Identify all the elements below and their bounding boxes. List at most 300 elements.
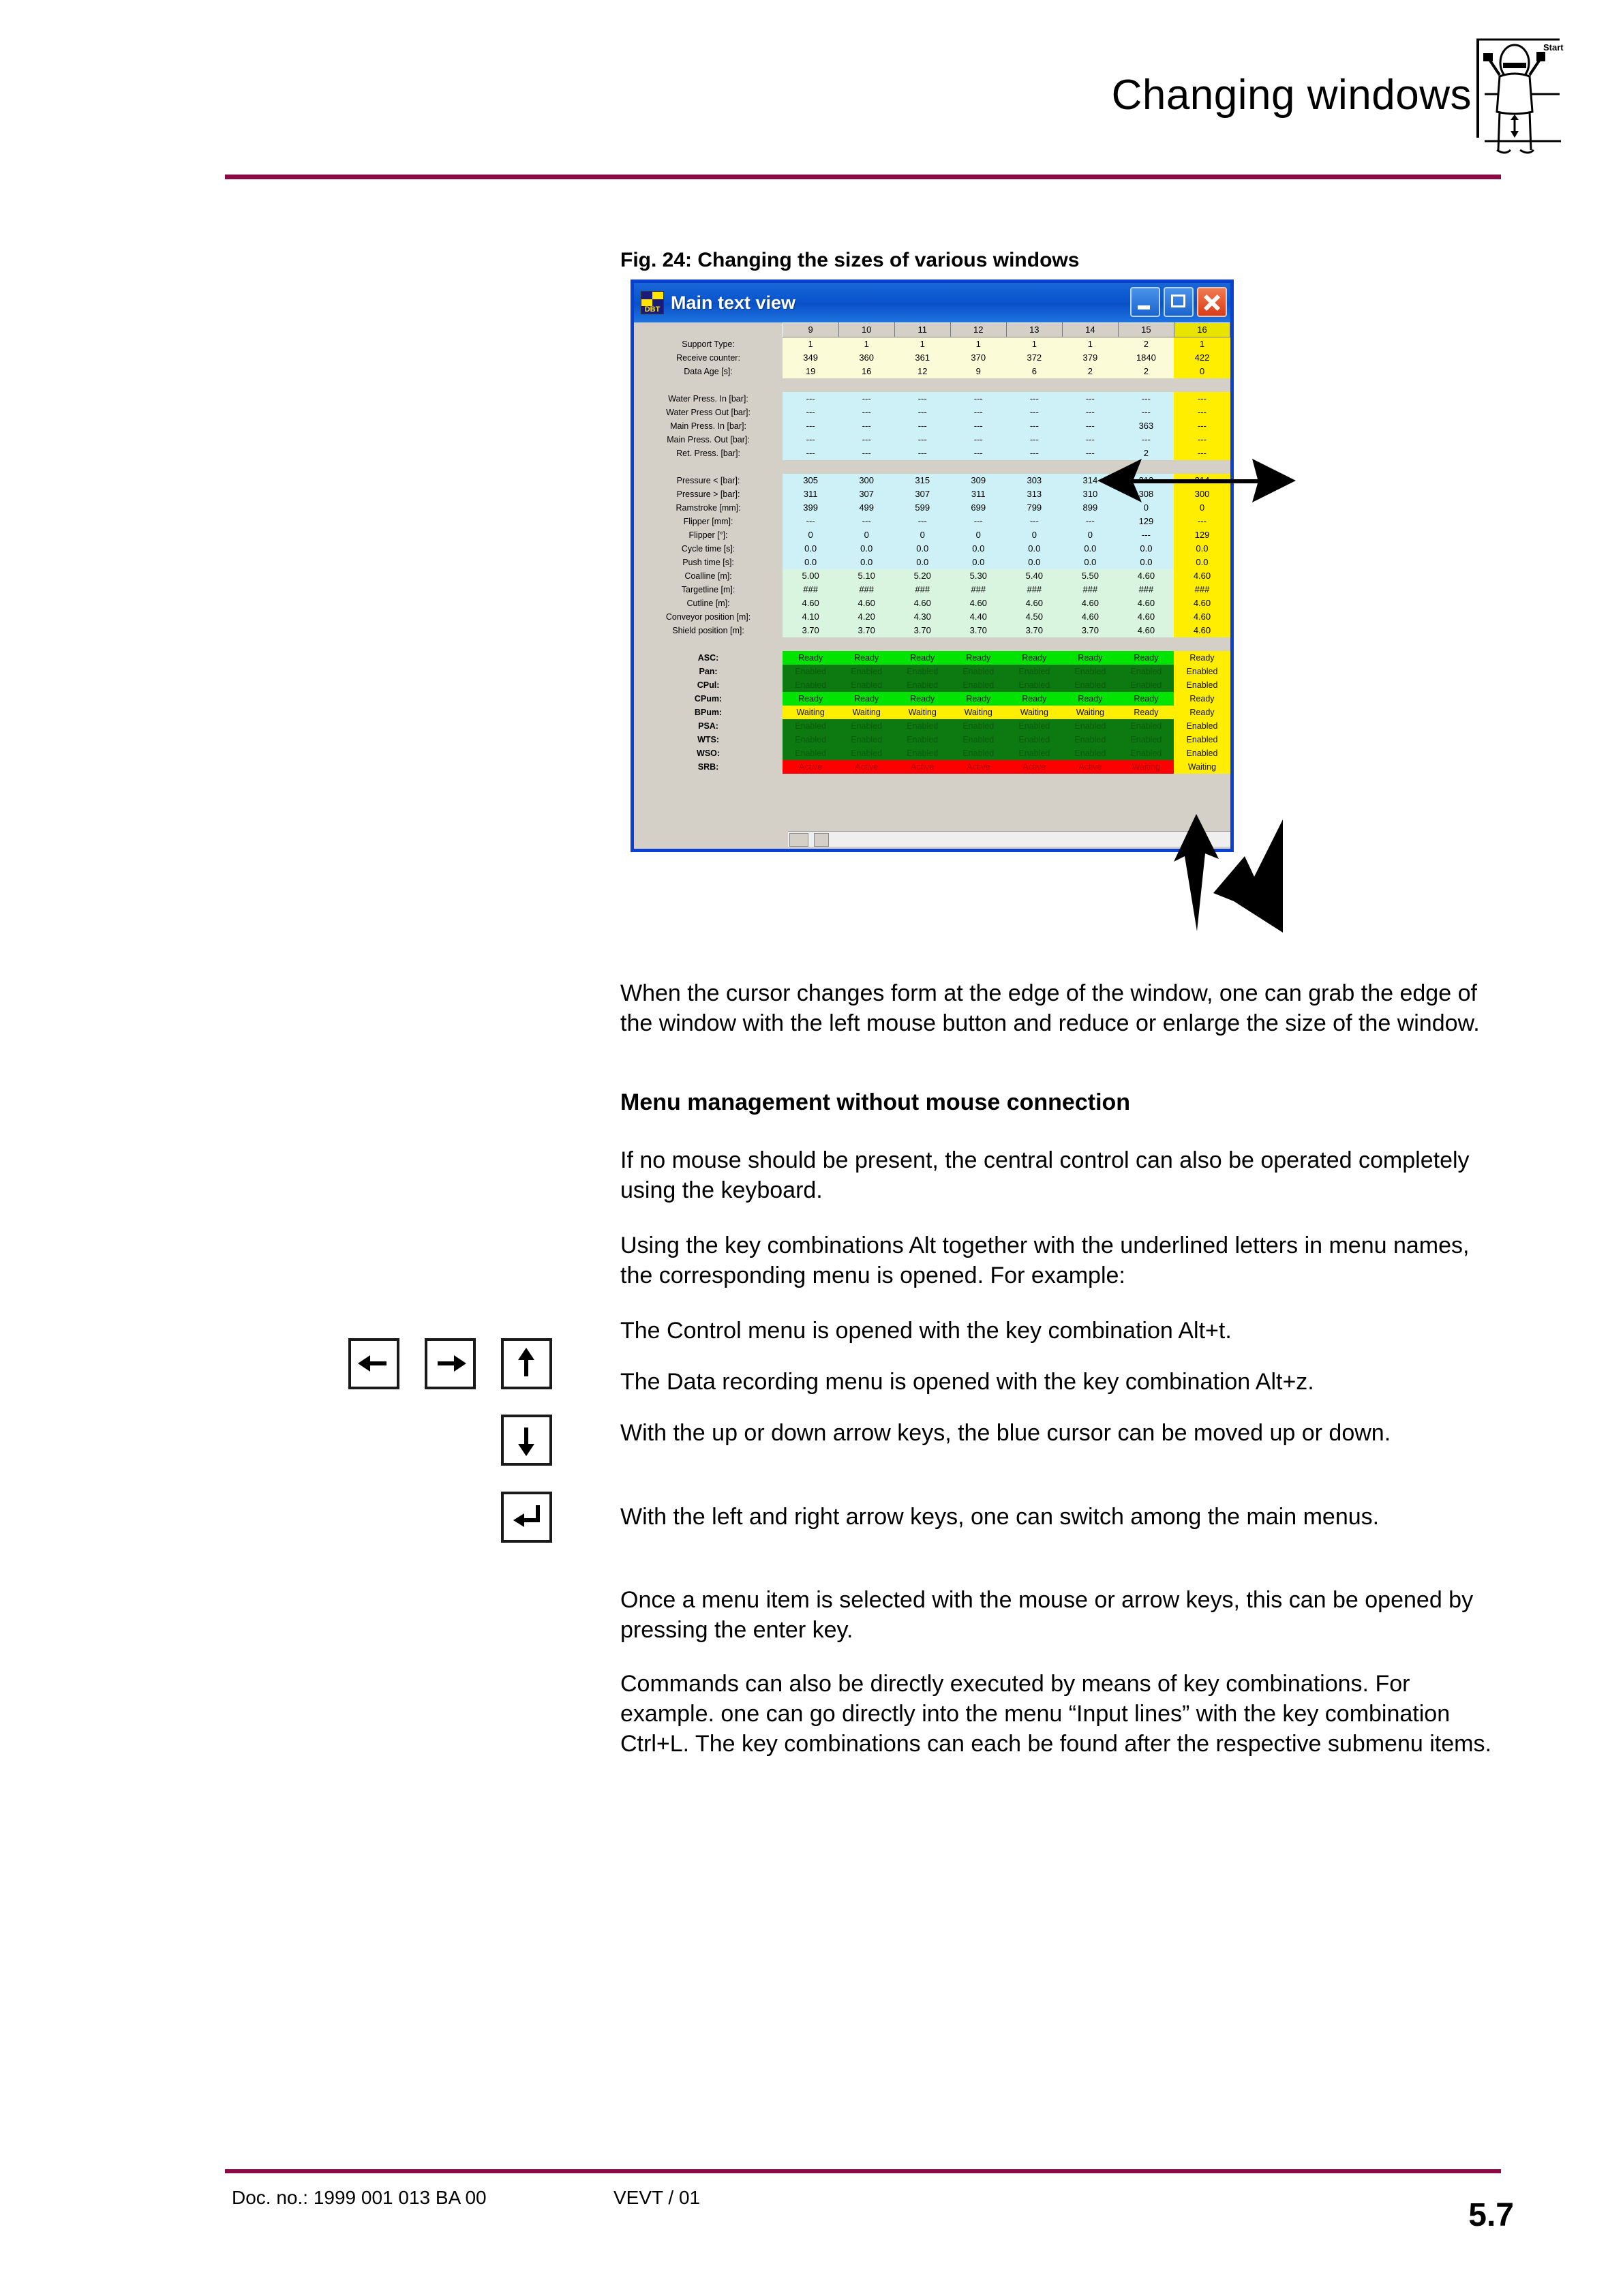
measurement-row: [634, 583, 1230, 596]
minimize-button[interactable]: [1130, 287, 1160, 317]
grid-cell[interactable]: 2: [1118, 447, 1174, 460]
grid-cell[interactable]: 0.0: [950, 556, 1006, 569]
status-row: [634, 651, 1230, 665]
grid-cell[interactable]: 5.40: [1006, 569, 1062, 583]
grid-cell[interactable]: ---: [838, 392, 894, 406]
paragraph-resize-info: When the cursor changes form at the edge of the window, one can grab the edge of the window with the left mouse button and reduce or enlarge the size of the window.: [620, 980, 1480, 1036]
main-text-view-window: [631, 280, 1234, 852]
grid-cell[interactable]: ---: [838, 447, 894, 460]
grid-cell[interactable]: 699: [950, 501, 1006, 515]
row-label: SRB:: [634, 760, 783, 774]
grid-cell[interactable]: 305: [783, 474, 838, 487]
paragraph-control-menu: The Control menu is opened with the key combination Alt+t.: [620, 1318, 1232, 1344]
grid-cell[interactable]: 0.0: [1062, 556, 1118, 569]
grid-cell[interactable]: ---: [894, 447, 950, 460]
grid-cell[interactable]: ###: [1174, 583, 1230, 596]
grid-cell[interactable]: Ready: [1118, 692, 1174, 706]
grid-cell[interactable]: Enabled: [1062, 665, 1118, 678]
grid-cell[interactable]: 4.50: [1006, 610, 1062, 624]
grid-cell[interactable]: 3.70: [838, 624, 894, 637]
arrow-left-key-icon: [348, 1338, 399, 1389]
footer-divider: [225, 2169, 1501, 2173]
grid-cell[interactable]: 4.60: [1006, 596, 1062, 610]
column-header[interactable]: 15: [1118, 323, 1174, 337]
grid-cell[interactable]: 6: [1006, 365, 1062, 378]
grid-cell[interactable]: ---: [950, 392, 1006, 406]
footer-document-number: Doc. no.: 1999 001 013 BA 00: [232, 2187, 487, 2208]
row-label: WTS:: [634, 733, 783, 746]
grid-cell[interactable]: 5.50: [1062, 569, 1118, 583]
grid-cell[interactable]: Waiting: [1006, 706, 1062, 719]
grid-cell[interactable]: ---: [1118, 433, 1174, 447]
grid-cell[interactable]: ---: [894, 419, 950, 433]
grid-cell[interactable]: 5.00: [783, 569, 838, 583]
grid-cell[interactable]: 372: [1006, 351, 1062, 365]
grid-cell[interactable]: ---: [1006, 392, 1062, 406]
grid-cell[interactable]: ###: [838, 583, 894, 596]
grid-cell[interactable]: Enabled: [1174, 746, 1230, 760]
grid-cell[interactable]: ---: [1062, 433, 1118, 447]
grid-cell[interactable]: 0: [1062, 528, 1118, 542]
pressure-row: [634, 406, 1230, 419]
grid-cell[interactable]: ---: [1118, 392, 1174, 406]
grid-cell[interactable]: ###: [950, 583, 1006, 596]
grid-cell[interactable]: 1: [1174, 337, 1230, 352]
grid-cell[interactable]: 361: [894, 351, 950, 365]
grid-cell[interactable]: Enabled: [1006, 719, 1062, 733]
grid-cell[interactable]: 0.0: [1118, 556, 1174, 569]
grid-cell[interactable]: 422: [1174, 351, 1230, 365]
grid-cell[interactable]: 4.10: [783, 610, 838, 624]
grid-header-row: [634, 323, 1230, 337]
grid-cell[interactable]: ---: [894, 392, 950, 406]
grid-corner: [634, 323, 783, 337]
status-row: [634, 706, 1230, 719]
grid-cell[interactable]: Enabled: [783, 665, 838, 678]
grid-cell[interactable]: ###: [894, 583, 950, 596]
grid-cell[interactable]: Enabled: [1006, 746, 1062, 760]
grid-cell[interactable]: 314: [1062, 474, 1118, 487]
grid-cell[interactable]: 0: [1006, 528, 1062, 542]
grid-cell[interactable]: Ready: [1006, 692, 1062, 706]
grid-cell[interactable]: Enabled: [838, 678, 894, 692]
grid-cell[interactable]: 9: [950, 365, 1006, 378]
grid-cell[interactable]: ###: [1062, 583, 1118, 596]
grid-cell[interactable]: 1: [894, 337, 950, 352]
grid-cell[interactable]: 310: [1062, 487, 1118, 501]
row-label: Cycle time [s]:: [634, 542, 783, 556]
grid-cell[interactable]: Ready: [838, 692, 894, 706]
grid-cell[interactable]: 303: [1006, 474, 1062, 487]
grid-cell[interactable]: Ready: [1174, 692, 1230, 706]
grid-cell[interactable]: 2: [1118, 337, 1174, 352]
row-label: Pressure < [bar]:: [634, 474, 783, 487]
grid-cell[interactable]: 4.60: [1174, 610, 1230, 624]
scrollbar-thumb[interactable]: [789, 833, 808, 847]
grid-cell[interactable]: Enabled: [1006, 665, 1062, 678]
counter-row: [634, 337, 1230, 352]
grid-cell[interactable]: ---: [1062, 419, 1118, 433]
grid-cell[interactable]: Enabled: [1006, 678, 1062, 692]
grid-cell[interactable]: 311: [950, 487, 1006, 501]
paragraph-alt-keys: Using the key combinations Alt together with the underlined letters in menu names, the corresponding menu is opened. For example:: [620, 1233, 1470, 1288]
grid-cell[interactable]: ---: [838, 433, 894, 447]
page-header: [0, 0, 1623, 205]
grid-cell[interactable]: ---: [1118, 528, 1174, 542]
grid-cell[interactable]: 4.60: [894, 596, 950, 610]
arrow-right-key-icon: [425, 1338, 476, 1389]
grid-cell[interactable]: Enabled: [783, 678, 838, 692]
grid-cell[interactable]: 4.60: [1174, 624, 1230, 637]
grid-cell[interactable]: ---: [1174, 433, 1230, 447]
grid-cell[interactable]: Enabled: [1118, 746, 1174, 760]
grid-cell[interactable]: 0: [1174, 365, 1230, 378]
grid-cell[interactable]: 0: [950, 528, 1006, 542]
grid-cell[interactable]: Enabled: [1118, 733, 1174, 746]
row-label: Ret. Press. [bar]:: [634, 447, 783, 460]
grid-cell[interactable]: Enabled: [950, 678, 1006, 692]
grid-cell[interactable]: 0.0: [950, 542, 1006, 556]
grid-cell[interactable]: Waiting: [1118, 760, 1174, 774]
grid-cell[interactable]: ---: [783, 433, 838, 447]
grid-cell[interactable]: Enabled: [1174, 719, 1230, 733]
grid-cell[interactable]: 3.70: [894, 624, 950, 637]
close-button[interactable]: [1197, 287, 1227, 317]
row-label: BPum:: [634, 706, 783, 719]
grid-cell[interactable]: 0: [783, 528, 838, 542]
status-row: [634, 719, 1230, 733]
grid-cell[interactable]: 4.60: [1174, 596, 1230, 610]
grid-cell[interactable]: Enabled: [783, 746, 838, 760]
grid-cell[interactable]: 307: [838, 487, 894, 501]
row-label: Flipper [mm]:: [634, 515, 783, 528]
grid-cell[interactable]: Enabled: [894, 746, 950, 760]
column-header[interactable]: 12: [950, 323, 1006, 337]
grid-cell[interactable]: Ready: [894, 651, 950, 665]
grid-cell[interactable]: Active: [838, 760, 894, 774]
grid-cell[interactable]: Enabled: [950, 665, 1006, 678]
grid-cell[interactable]: 0.0: [1174, 556, 1230, 569]
footer-revision: VEVT / 01: [613, 2187, 701, 2208]
grid-cell[interactable]: Enabled: [950, 733, 1006, 746]
grid-cell[interactable]: ---: [894, 515, 950, 528]
grid-cell[interactable]: 1: [783, 337, 838, 352]
grid-cell[interactable]: 4.60: [1062, 610, 1118, 624]
grid-cell[interactable]: 5.30: [950, 569, 1006, 583]
grid-cell[interactable]: 370: [950, 351, 1006, 365]
counter-row: [634, 365, 1230, 378]
paragraph-no-mouse: If no mouse should be present, the central control can also be operated completely using the keyboard.: [620, 1147, 1470, 1203]
arrow-up-key-icon: [501, 1338, 552, 1389]
grid-cell[interactable]: Waiting: [894, 706, 950, 719]
row-label: Support Type:: [634, 337, 783, 352]
scrollbar-thumb-secondary[interactable]: [814, 833, 829, 847]
grid-cell[interactable]: ---: [1062, 515, 1118, 528]
grid-cell[interactable]: ---: [783, 447, 838, 460]
window-titlebar[interactable]: [634, 283, 1230, 322]
grid-cell[interactable]: 4.20: [838, 610, 894, 624]
column-header[interactable]: 9: [783, 323, 838, 337]
grid-cell[interactable]: Ready: [950, 692, 1006, 706]
grid-cell[interactable]: 4.60: [1118, 569, 1174, 583]
grid-cell[interactable]: 4.60: [1118, 610, 1174, 624]
grid-cell[interactable]: 4.40: [950, 610, 1006, 624]
grid-cell[interactable]: 379: [1062, 351, 1118, 365]
grid-cell[interactable]: ---: [1174, 392, 1230, 406]
grid-cell[interactable]: 1840: [1118, 351, 1174, 365]
grid-cell[interactable]: ---: [1006, 433, 1062, 447]
grid-cell[interactable]: 19: [783, 365, 838, 378]
grid-cell[interactable]: ---: [783, 406, 838, 419]
grid-cell[interactable]: Enabled: [950, 746, 1006, 760]
grid-cell[interactable]: 5.10: [838, 569, 894, 583]
grid-cell[interactable]: Enabled: [894, 719, 950, 733]
grid-cell[interactable]: ---: [1118, 406, 1174, 419]
grid-cell[interactable]: ---: [1062, 447, 1118, 460]
grid-cell[interactable]: Enabled: [1174, 678, 1230, 692]
grid-cell[interactable]: 129: [1118, 515, 1174, 528]
status-row: [634, 746, 1230, 760]
grid-cell[interactable]: 0.0: [838, 542, 894, 556]
grid-cell[interactable]: Ready: [838, 651, 894, 665]
grid-cell[interactable]: 129: [1174, 528, 1230, 542]
grid-cell[interactable]: 311: [783, 487, 838, 501]
grid-cell[interactable]: Waiting: [1062, 706, 1118, 719]
grid-cell[interactable]: 0.0: [1174, 542, 1230, 556]
grid-cell[interactable]: Enabled: [894, 733, 950, 746]
grid-cell[interactable]: 0.0: [894, 542, 950, 556]
row-label: Pan:: [634, 665, 783, 678]
grid-cell[interactable]: Enabled: [838, 719, 894, 733]
grid-cell[interactable]: ---: [1006, 406, 1062, 419]
grid-cell[interactable]: 4.60: [783, 596, 838, 610]
grid-cell[interactable]: ---: [950, 406, 1006, 419]
grid-cell[interactable]: 4.60: [838, 596, 894, 610]
grid-cell[interactable]: Enabled: [1174, 733, 1230, 746]
grid-cell[interactable]: Enabled: [894, 678, 950, 692]
grid-cell[interactable]: ---: [1062, 392, 1118, 406]
grid-cell[interactable]: 3.70: [950, 624, 1006, 637]
grid-cell[interactable]: Ready: [1062, 651, 1118, 665]
grid-cell[interactable]: 300: [1174, 487, 1230, 501]
grid-cell[interactable]: ---: [950, 515, 1006, 528]
grid-cell[interactable]: ---: [838, 406, 894, 419]
grid-cell[interactable]: 3.70: [1006, 624, 1062, 637]
grid-cell[interactable]: 363: [1118, 419, 1174, 433]
row-label: Push time [s]:: [634, 556, 783, 569]
row-label: PSA:: [634, 719, 783, 733]
grid-cell[interactable]: Enabled: [1118, 665, 1174, 678]
column-header[interactable]: 14: [1062, 323, 1118, 337]
grid-cell[interactable]: Enabled: [1174, 665, 1230, 678]
grid-cell[interactable]: 1: [950, 337, 1006, 352]
arrow-down-key-icon: [501, 1415, 552, 1466]
grid-cell[interactable]: 0.0: [1062, 542, 1118, 556]
grid-cell[interactable]: Active: [783, 760, 838, 774]
grid-cell[interactable]: 300: [838, 474, 894, 487]
grid-cell[interactable]: ---: [894, 433, 950, 447]
row-label: Main Press. In [bar]:: [634, 419, 783, 433]
grid-cell[interactable]: Active: [1006, 760, 1062, 774]
grid-cell[interactable]: 2: [1118, 365, 1174, 378]
maximize-button[interactable]: [1164, 287, 1194, 317]
page-title: Changing windows: [1111, 72, 1472, 119]
grid-body: [634, 337, 1230, 774]
grid-cell[interactable]: Active: [950, 760, 1006, 774]
grid-cell[interactable]: ---: [838, 419, 894, 433]
grid-cell[interactable]: Ready: [783, 651, 838, 665]
grid-cell[interactable]: Enabled: [1062, 733, 1118, 746]
grid-cell[interactable]: Ready: [1174, 706, 1230, 719]
grid-cell[interactable]: Waiting: [783, 706, 838, 719]
grid-cell[interactable]: 3.70: [783, 624, 838, 637]
grid-cell[interactable]: 0.0: [1006, 542, 1062, 556]
status-row: [634, 733, 1230, 746]
row-label: ASC:: [634, 651, 783, 665]
grid-cell[interactable]: ---: [950, 419, 1006, 433]
grid-cell[interactable]: Ready: [1118, 651, 1174, 665]
row-label: Data Age [s]:: [634, 365, 783, 378]
grid-cell[interactable]: 1: [838, 337, 894, 352]
grid-cell[interactable]: ---: [1006, 515, 1062, 528]
grid-cell[interactable]: Active: [894, 760, 950, 774]
grid-cell[interactable]: 399: [783, 501, 838, 515]
grid-cell[interactable]: 0: [838, 528, 894, 542]
app-logo-label: DBT: [641, 306, 663, 314]
grid-cell[interactable]: ---: [950, 433, 1006, 447]
grid-cell[interactable]: Waiting: [950, 706, 1006, 719]
grid-cell[interactable]: 0.0: [1118, 542, 1174, 556]
row-label: Coalline [m]:: [634, 569, 783, 583]
grid-cell[interactable]: Enabled: [894, 665, 950, 678]
grid-cell[interactable]: 0.0: [894, 556, 950, 569]
grid-cell[interactable]: ---: [1174, 515, 1230, 528]
grid-cell[interactable]: ###: [1118, 583, 1174, 596]
grid-cell[interactable]: 4.60: [950, 596, 1006, 610]
window-content: [634, 322, 1230, 849]
grid-cell[interactable]: Ready: [1174, 651, 1230, 665]
grid-cell[interactable]: 4.60: [1174, 569, 1230, 583]
grid-cell[interactable]: 349: [783, 351, 838, 365]
grid-cell[interactable]: Enabled: [1118, 719, 1174, 733]
grid-cell[interactable]: Waiting: [838, 706, 894, 719]
grid-cell[interactable]: 2: [1062, 365, 1118, 378]
grid-cell[interactable]: 799: [1006, 501, 1062, 515]
row-label: CPum:: [634, 692, 783, 706]
grid-cell[interactable]: 5.20: [894, 569, 950, 583]
pressure-row: [634, 392, 1230, 406]
row-label: Targetline [m]:: [634, 583, 783, 596]
grid-cell[interactable]: 899: [1062, 501, 1118, 515]
grid-cell[interactable]: 313: [1006, 487, 1062, 501]
grid-cell[interactable]: Ready: [1006, 651, 1062, 665]
grid-cell[interactable]: 309: [950, 474, 1006, 487]
grid-cell[interactable]: Active: [1062, 760, 1118, 774]
grid-cell[interactable]: ---: [783, 392, 838, 406]
grid-cell[interactable]: 0.0: [783, 556, 838, 569]
grid-cell[interactable]: Waiting: [1174, 760, 1230, 774]
column-header[interactable]: 11: [894, 323, 950, 337]
grid-cell[interactable]: ---: [1174, 447, 1230, 460]
grid-cell[interactable]: Ready: [894, 692, 950, 706]
resize-arrow-horizontal: [1094, 453, 1299, 508]
grid-cell[interactable]: 1: [1062, 337, 1118, 352]
grid-cell[interactable]: Enabled: [950, 719, 1006, 733]
grid-cell[interactable]: 16: [838, 365, 894, 378]
measurement-row: [634, 515, 1230, 528]
grid-cell[interactable]: 307: [894, 487, 950, 501]
grid-cell[interactable]: 1: [1006, 337, 1062, 352]
column-header[interactable]: 10: [838, 323, 894, 337]
grid-cell[interactable]: Enabled: [1006, 733, 1062, 746]
grid-cell[interactable]: Enabled: [1062, 719, 1118, 733]
grid-cell[interactable]: 0: [1174, 501, 1230, 515]
grid-cell[interactable]: 0: [1118, 501, 1174, 515]
grid-cell[interactable]: ---: [894, 406, 950, 419]
grid-cell[interactable]: Enabled: [838, 746, 894, 760]
grid-cell[interactable]: ---: [1006, 419, 1062, 433]
column-header[interactable]: 16: [1174, 323, 1230, 337]
grid-cell[interactable]: 4.30: [894, 610, 950, 624]
grid-cell[interactable]: Enabled: [1062, 678, 1118, 692]
grid-cell[interactable]: 308: [1118, 487, 1174, 501]
grid-cell[interactable]: Ready: [1062, 692, 1118, 706]
grid-cell[interactable]: ---: [838, 515, 894, 528]
grid-cell[interactable]: ###: [1006, 583, 1062, 596]
grid-cell[interactable]: 499: [838, 501, 894, 515]
row-label: Pressure > [bar]:: [634, 487, 783, 501]
grid-cell[interactable]: 599: [894, 501, 950, 515]
grid-cell[interactable]: 315: [894, 474, 950, 487]
grid-cell[interactable]: ---: [1062, 406, 1118, 419]
column-header[interactable]: 13: [1006, 323, 1062, 337]
grid-cell[interactable]: Ready: [783, 692, 838, 706]
grid-cell[interactable]: 0: [894, 528, 950, 542]
grid-cell[interactable]: 0.0: [1006, 556, 1062, 569]
grid-cell[interactable]: Enabled: [1118, 678, 1174, 692]
grid-cell[interactable]: ---: [950, 447, 1006, 460]
grid-cell[interactable]: Enabled: [1062, 746, 1118, 760]
pressure-row: [634, 433, 1230, 447]
grid-cell[interactable]: Enabled: [783, 733, 838, 746]
grid-cell[interactable]: 3.70: [1062, 624, 1118, 637]
grid-cell[interactable]: Enabled: [838, 665, 894, 678]
grid-cell[interactable]: 360: [838, 351, 894, 365]
grid-cell[interactable]: 4.60: [1118, 624, 1174, 637]
grid-cell[interactable]: Ready: [950, 651, 1006, 665]
grid-cell[interactable]: 0.0: [783, 542, 838, 556]
footer-page-number: 5.7: [1468, 2197, 1514, 2233]
grid-cell[interactable]: 4.60: [1062, 596, 1118, 610]
grid-cell[interactable]: 0.0: [838, 556, 894, 569]
svg-text:Start: Start: [1543, 42, 1564, 52]
grid-cell[interactable]: 4.60: [1118, 596, 1174, 610]
grid-cell[interactable]: ###: [783, 583, 838, 596]
grid-cell[interactable]: ---: [783, 515, 838, 528]
grid-cell[interactable]: Enabled: [783, 719, 838, 733]
grid-cell[interactable]: ---: [1174, 419, 1230, 433]
grid-cell[interactable]: 12: [894, 365, 950, 378]
window-title: Main text view: [671, 292, 796, 313]
grid-cell[interactable]: Ready: [1118, 706, 1174, 719]
grid-cell[interactable]: ---: [1006, 447, 1062, 460]
measurement-row: [634, 569, 1230, 583]
grid-cell[interactable]: ---: [1174, 406, 1230, 419]
row-label: Ramstroke [mm]:: [634, 501, 783, 515]
grid-cell[interactable]: ---: [783, 419, 838, 433]
grid-cell[interactable]: Enabled: [838, 733, 894, 746]
row-label: Main Press. Out [bar]:: [634, 433, 783, 447]
